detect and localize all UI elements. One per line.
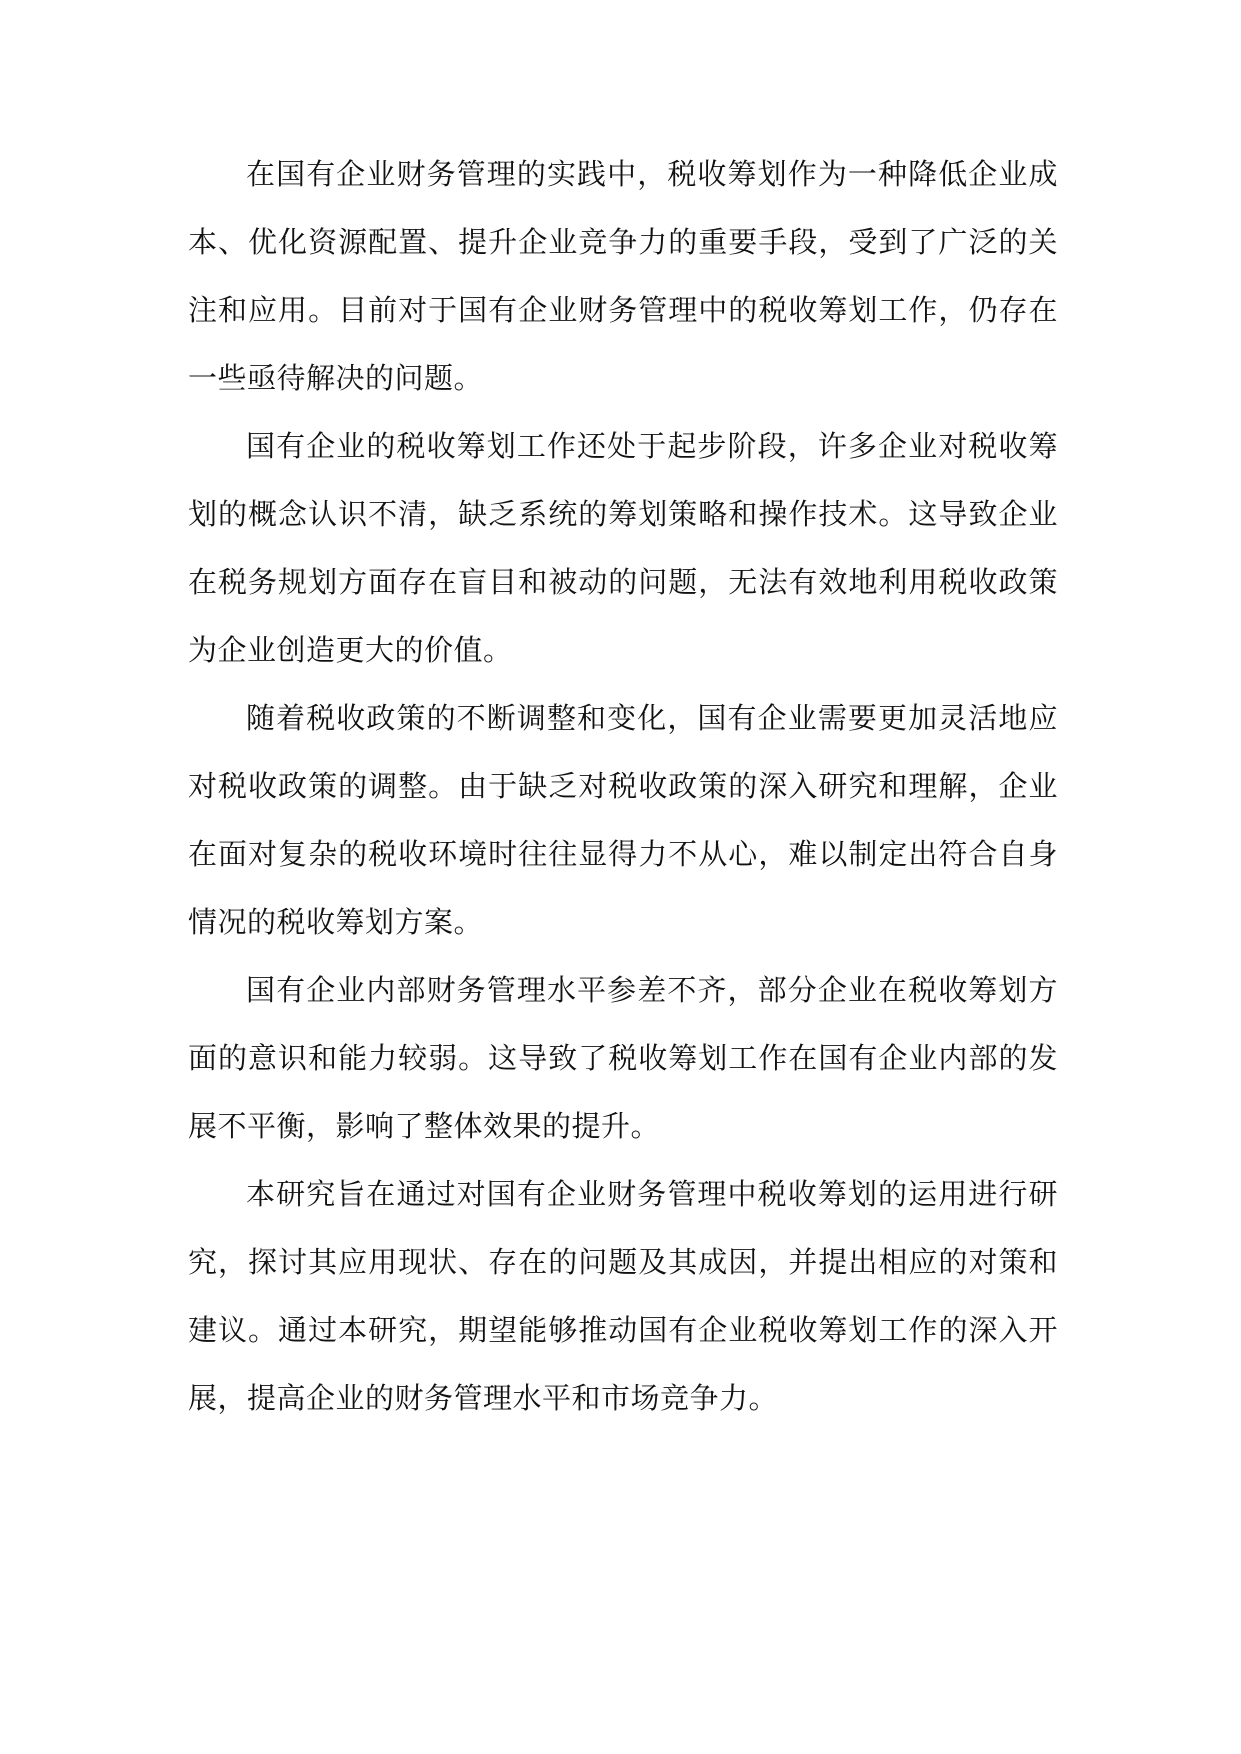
paragraph-4: 国有企业内部财务管理水平参差不齐，部分企业在税收筹划方面的意识和能力较弱。这导致了税收筹划工作在国有企业内部的发展不平衡，影响了整体效果的提升。 <box>188 973 1058 1143</box>
document-body <box>188 140 1058 1432</box>
paragraph-5: 本研究旨在通过对国有企业财务管理中税收筹划的运用进行研究，探讨其应用现状、存在的问题及其成因，并提出相应的对策和建议。通过本研究，期望能够推动国有企业税收筹划工作的深入开展，提高企业的财务管理水平和市场竞争力。 <box>188 1177 1058 1415</box>
paragraph-1: 在国有企业财务管理的实践中，税收筹划作为一种降低企业成本、优化资源配置、提升企业竞争力的重要手段，受到了广泛的关注和应用。目前对于国有企业财务管理中的税收筹划工作，仍存在一些亟待解决的问题。 <box>188 157 1058 395</box>
paragraph-3: 随着税收政策的不断调整和变化，国有企业需要更加灵活地应对税收政策的调整。由于缺乏对税收政策的深入研究和理解，企业在面对复杂的税收环境时往往显得力不从心，难以制定出符合自身情况的税收筹划方案。 <box>188 701 1058 939</box>
paragraph-2: 国有企业的税收筹划工作还处于起步阶段，许多企业对税收筹划的概念认识不清，缺乏系统的筹划策略和操作技术。这导致企业在税务规划方面存在盲目和被动的问题，无法有效地利用税收政策为企业创造更大的价值。 <box>188 429 1058 667</box>
